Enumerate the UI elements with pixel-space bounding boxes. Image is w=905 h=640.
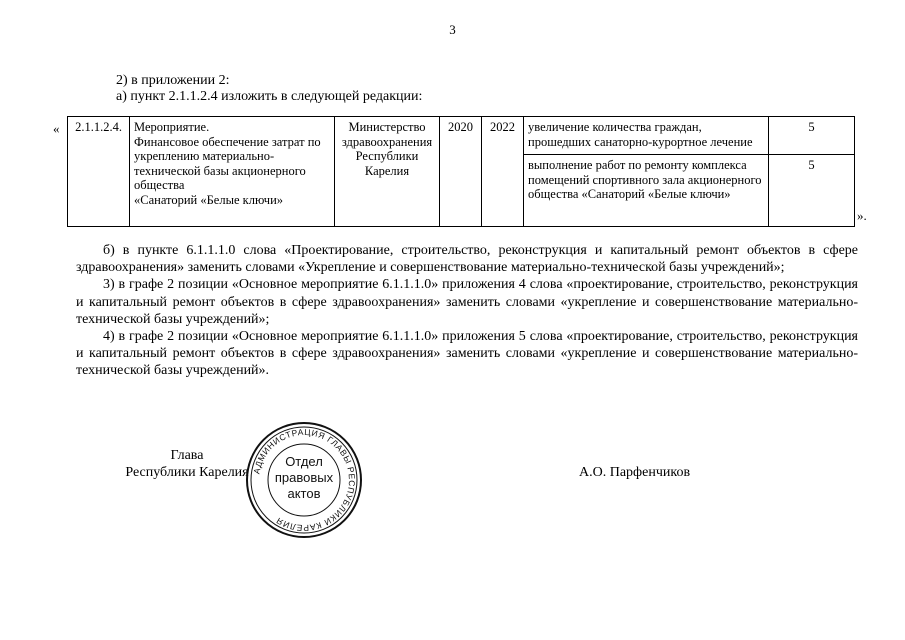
cell-indicator-1-value: 5 bbox=[769, 117, 855, 155]
body-paragraphs bbox=[76, 242, 858, 380]
table-quote-close: ». bbox=[857, 208, 867, 223]
cell-ministry: Министерство здравоохранения Республики Карелия bbox=[335, 117, 440, 227]
stamp-center-line-3: актов bbox=[287, 486, 321, 501]
cell-year-start: 2020 bbox=[440, 117, 482, 227]
cell-indicator-2-text: выполнение работ по ремонту комплекса помещений спортивного зала акционерного общества «Санаторий «Белые ключи» bbox=[524, 155, 769, 227]
paragraph-b: б) в пункте 6.1.1.1.0 слова «Проектирование, строительство, реконструкция и капитальный ремонт объектов в сфере здравоохранения» заменить словами «Укрепление и совершенствование материально-технической базы учреждений»; bbox=[76, 243, 858, 276]
stamp-center-line-2: правовых bbox=[274, 470, 334, 485]
paragraph-4: 4) в графе 2 позиции «Основное мероприятие 6.1.1.1.0» приложения 5 слова «проектирование, строительство, реконструкция и капитальный ремонт объектов в сфере здравоохранения» заменить словами «укрепление и совершенствование материально-технической базы учреждений». bbox=[76, 329, 858, 379]
stamp-seal bbox=[244, 420, 364, 540]
signature-title bbox=[112, 447, 262, 481]
paragraph-3: 3) в графе 2 позиции «Основное мероприятие 6.1.1.1.0» приложения 4 слова «проектирование, строительство, реконструкция и капитальный ремонт объектов в сфере здравоохранения» заменить словами «укрепление и совершенствование материально-технической базы учреждений»; bbox=[76, 277, 858, 327]
intro-line-1: 2) в приложении 2: bbox=[116, 73, 230, 88]
amendment-table bbox=[67, 116, 855, 227]
intro-line-2: а) пункт 2.1.1.2.4 изложить в следующей редакции: bbox=[116, 89, 423, 104]
table-quote-open: « bbox=[53, 121, 60, 136]
cell-year-end: 2022 bbox=[482, 117, 524, 227]
table-row bbox=[68, 117, 855, 155]
stamp-center-line-1: Отдел bbox=[285, 454, 323, 469]
cell-indicator-1-text: увеличение количества граждан, прошедших санаторно-курортное лечение bbox=[524, 117, 769, 155]
cell-code: 2.1.1.2.4. bbox=[68, 117, 130, 227]
signatory-name: А.О. Парфенчиков bbox=[579, 465, 691, 480]
signature-title-line-1: Глава bbox=[170, 448, 204, 463]
signature-title-line-2: Республики Карелия bbox=[125, 465, 249, 480]
stamp-ring-text: АДМИНИСТРАЦИЯ ГЛАВЫ РЕСПУБЛИКИ КАРЕЛИЯ bbox=[251, 426, 358, 534]
cell-event: Мероприятие. Финансовое обеспечение затрат по укреплению материально-технической базы акционерного общества «Санаторий «Белые ключи» bbox=[130, 117, 335, 227]
page-number: 3 bbox=[449, 22, 456, 37]
cell-indicator-2-value: 5 bbox=[769, 155, 855, 227]
